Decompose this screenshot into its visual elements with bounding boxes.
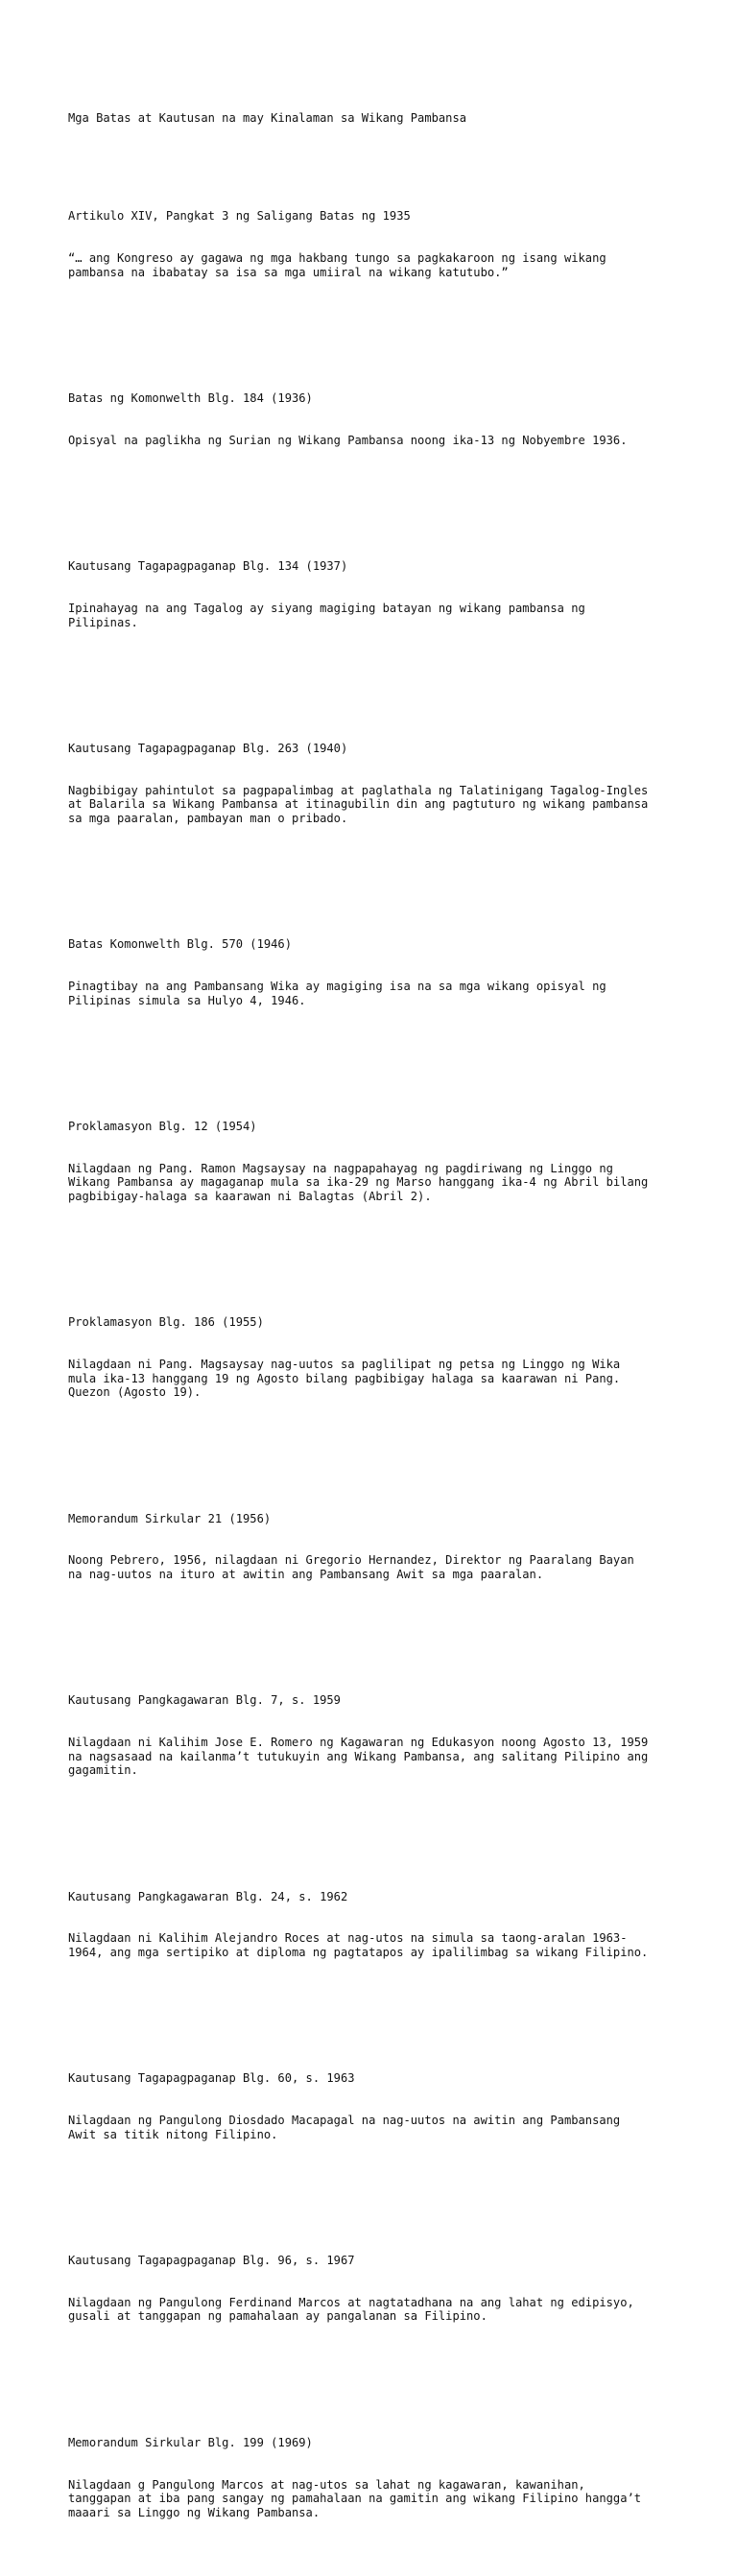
law-entry xyxy=(68,1666,682,1806)
law-entry xyxy=(68,1288,682,1428)
entry-heading: Kautusang Tagapagpaganap Blg. 134 (1937) xyxy=(68,559,348,574)
entry-body: “… ang Kongreso ay gagawa ng mga hakbang tungo sa pagkakaroon ng isang wikang pambansa na ibabatay sa isa sa mga umiiral na wikang katutubo.” xyxy=(68,251,606,279)
entry-body: Noong Pebrero, 1956, nilagdaan ni Gregorio Hernandez, Direktor ng Paaralang Bayan na nag-uutos na ituro at awitin ang Pambansang Awit sa mga paaralan. xyxy=(68,1553,634,1581)
law-entry xyxy=(68,1483,682,1609)
entry-body: Nilagdaan ni Kalihim Alejandro Roces at nag-utos na simula sa taong-aralan 1963- 1964, ang mga sertipiko at diploma ng pagtatapos ay ipalilimbag sa wikang Filipino. xyxy=(68,1931,649,1959)
entry-body: Nilagdaan ni Pang. Magsaysay nag-uutos sa paglilipat ng petsa ng Linggo ng Wika mula ika-13 hanggang 19 ng Agosto bilang pagbibigay halaga sa kaarawan ni Pang. Quezon (Agosto 19). xyxy=(68,1358,621,1400)
entry-body: Nilagdaan ng Pang. Ramon Magsaysay na nagpapahayag ng pagdiriwang ng Linggo ng Wikang Pambansa ay magaganap mula sa ika-29 ng Marso hanggang ika-4 ng Abril bilang pagbibigay-halaga sa kaarawan ni Balagtas (Abril 2). xyxy=(68,1161,649,1203)
entry-body: Pinagtibay na ang Pambansang Wika ay magiging isa na sa mga wikang opisyal ng Pilipinas simula sa Hulyo 4, 1946. xyxy=(68,980,606,1007)
law-entry xyxy=(68,2044,682,2169)
entry-heading: Memorandum Sirkular Blg. 199 (1969) xyxy=(68,2435,313,2449)
entry-heading: Batas ng Komonwelth Blg. 184 (1936) xyxy=(68,391,313,406)
entry-heading: Proklamasyon Blg. 186 (1955) xyxy=(68,1315,264,1330)
law-entry xyxy=(68,364,682,476)
document-title: Mga Batas at Kautusan na may Kinalaman sa Wikang Pambansa xyxy=(68,111,467,126)
entry-body: Opisyal na paglikha ng Surian ng Wikang Pambansa noong ika-13 ng Nobyembre 1936. xyxy=(68,433,628,447)
entry-body: Nilagdaan g Pangulong Marcos at nag-utos sa lahat ng kagawaran, kawanihan, tanggapan at iba pang sangay ng pamahalaan na gamitin ang wikang Filipino hangga’t maaari sa Linggo ng Wikang Pambansa. xyxy=(68,2477,642,2519)
entry-body: Ipinahayag na ang Tagalog ay siyang magiging batayan ng wikang pambansa ng Pilipinas. xyxy=(68,601,585,629)
entry-heading: Kautusang Pangkagawaran Blg. 24, s. 1962 xyxy=(68,1889,348,1903)
law-entry xyxy=(68,1092,682,1232)
document-page xyxy=(68,83,682,2576)
law-entry xyxy=(68,181,682,307)
entry-heading: Kautusang Tagapagpaganap Blg. 263 (1940) xyxy=(68,741,348,755)
law-entry xyxy=(68,910,682,1035)
entry-body: Nilagdaan ng Pangulong Ferdinand Marcos at nagtatadhana na ang lahat ng edipisyo, gusali at tanggapan ng pamahalaan ay pangalanan sa Filipino. xyxy=(68,2295,634,2324)
law-entry xyxy=(68,2408,682,2548)
law-entry xyxy=(68,714,682,854)
entry-heading: Kautusang Tagapagpaganap Blg. 60, s. 1963 xyxy=(68,2071,355,2086)
law-entry xyxy=(68,2226,682,2351)
entry-body: Nagbibigay pahintulot sa pagpapalimbag at paglathala ng Talatinigang Tagalog-Ingles at Balarila sa Wikang Pambansa at itinagubilin din ang pagtuturo ng wikang pambansa sa mga paaralan, pambayan man o pribado. xyxy=(68,783,649,825)
entry-heading: Artikulo XIV, Pangkat 3 ng Saligang Batas ng 1935 xyxy=(68,209,411,224)
entry-body: Nilagdaan ng Pangulong Diosdado Macapagal na nag-uutos na awitin ang Pambansang Awit sa titik nitong Filipino. xyxy=(68,2114,621,2141)
entry-heading: Kautusang Tagapagpaganap Blg. 96, s. 1967 xyxy=(68,2254,355,2268)
entry-body: Nilagdaan ni Kalihim Jose E. Romero ng Kagawaran ng Edukasyon noong Agosto 13, 1959 na nagsasaad na kailanma’t tutukuyin ang Wikang Pambansa, ang salitang Pilipino ang gagamitin. xyxy=(68,1736,649,1778)
law-entry xyxy=(68,1861,682,1987)
entry-heading: Memorandum Sirkular 21 (1956) xyxy=(68,1511,272,1525)
entry-heading: Kautusang Pangkagawaran Blg. 7, s. 1959 xyxy=(68,1693,341,1708)
entry-heading: Proklamasyon Blg. 12 (1954) xyxy=(68,1119,257,1133)
law-entry xyxy=(68,532,682,657)
entry-heading: Batas Komonwelth Blg. 570 (1946) xyxy=(68,937,292,952)
